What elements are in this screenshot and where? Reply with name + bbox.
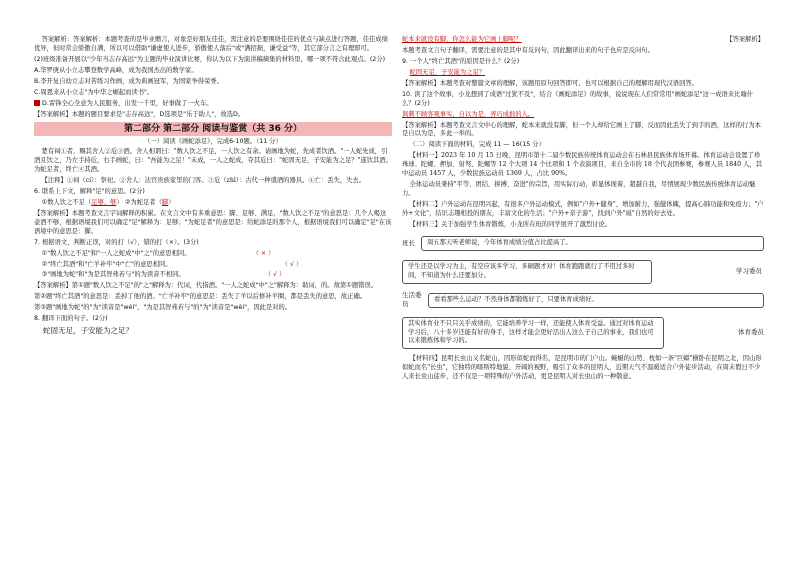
question-2: (2)班级准备开展以"少年当志存高远"为主题的毕业演讲比赛，你认为以下为演讲稿摘集的材料里，哪一项不符合此观点。(2分)	[34, 55, 386, 63]
answer-10: 【答案解析】本题考查文言文中心的理解，蛇本来就没有脚，但一个人却给它画上了脚，反而因此丢失了到手的酒，这样的行为本是自以为是，多此一举的。	[402, 121, 761, 138]
passage-notes: 【注释】①祠（cí）：祭祀。②舍人：达官贵族家里的门客。③卮（zhī）：古代一种盛酒的器具。④亡：丢失，失去。	[41, 177, 366, 185]
answer-8: 蛇本来就没有脚，你怎么能为它画上脚呢？ 【答案解析】	[402, 36, 764, 43]
speaker-life: 生活委员	[402, 290, 422, 309]
material-1b: 全体运动员秉持"平等、团结、拼搏、奋进"的宗旨，用实际行动，彰显体现着，超越自我，尽情展现少数民族传统体育运动魅力。	[402, 181, 756, 198]
material-3: 【材料三】关于加强学生体育锻炼，小龙所在班的同学展开了激烈讨论。	[409, 220, 612, 228]
speaker-monitor: 班长	[402, 238, 415, 247]
speaker-sports: 体育委员	[738, 328, 764, 337]
question-9-answer: 蛇固无足，子安能为之足？	[409, 68, 486, 76]
speaker-study: 学习委员	[736, 267, 762, 276]
question-10-answer: 讽刺不顾客观事实，自以为是，弄巧成拙的人。	[402, 110, 535, 118]
question-10: 10. 读了这个故事，小龙想到了成语"过犹不及"，结合《画蛇添足》的故事，说说现在人们常常用"画蛇添足"这一成语来比喻什么？(2分)	[402, 90, 754, 107]
left-column	[34, 36, 392, 339]
question-8: 8. 翻译下面的句子。(2分)	[34, 315, 108, 323]
answer-2: 【答案解析】本题的题目要求是"志存高远"，D选项是"乐于助人"，故选D。	[34, 110, 245, 118]
material-1: 【材料一】2023 年 10 月 15 日晚，昆明市第十二届少数民族传统体育运动会在石林县民族体育场开幕。体育运动会设置了珍珠球、陀螺、押加、射弩、陀螺等 12 个大项 14 个比项和 1 个表演项目，来自全市的 18 个代表团参赛，参赛人员 1840 人，其中运动员 1457 人，少数民族运动员 1369 人，占比 90%。	[402, 152, 763, 178]
option-b: B.李开复自幼立志对苦练习作画，成为典画冠军，为国家争得荣誉。	[34, 77, 223, 85]
material-4: 【材料四】昆明长虫山又名蛇山，因形似蛇而得名，是昆明市的门户山。蜿蜒的山势、枕如一条"巨蟒"横卧在昆明之北，因山形似蛇而名"长虫"，它独特的喀斯特地貌、开阔的视野，吸引了众多的昆明人，近期天气不温暖适合户外徒步活动，在周末假日不少人来长虫山徒步，还不仅是一项特殊的户外活动，更是昆明人对长虫山的一种敬意。	[402, 355, 762, 381]
red-marker-icon	[34, 100, 40, 106]
section-header: 第二部分 第二部分 阅读与鉴赏（共 36 分）	[34, 122, 392, 137]
question-7c: ③"画地为蛇"和"为是其智弗若与"的为读音不相同。 （ √ ）	[41, 271, 286, 279]
answer-7c: 第③题"画地为蛇"的"为"读音是"wéi"，"为是其智弗若与"的"为"读音是"wèi"，因此是对的。	[34, 304, 292, 312]
question-6-answers: ①数人饮之不足（足够，够） ②为蛇足者（脚）	[41, 198, 175, 206]
question-8-sentence: 蛇固无足，子安能为之足？	[43, 326, 133, 336]
question-7b: ②"终亡其酒"和"亡羊补牢"中"亡"的意思相同。 （ √ ）	[41, 260, 303, 268]
option-d: D.雷锋全心全意为人民服务，出发一千里，好事做了一火车。	[34, 100, 392, 109]
speech-box-monitor: 周五那天听老师说，今年体育成绩分值占比提高了。	[421, 236, 764, 251]
speech-box-life: 看看那些么运动？不然身体都锻炼好了，只要体育成绩好。	[428, 293, 764, 308]
answer-6: 【答案解析】本题考查文言字词解释的积累。在文言文中有多重意思：脚、足够、满足，"数人饮之不足"的意思是：几个人喝这壶酒不够，根据语境我们可以确定"足"解释为：足够；"为蛇足者"的意思是：给蛇添足的那个人，根据语境我们可以确定"足"在该语境中的意思是：脚。	[34, 209, 392, 235]
dialog-life	[402, 290, 764, 311]
dialog-monitor	[402, 233, 764, 254]
passage-text: 楚有祠①者，赐其舍人②卮③酒。舍人相谓曰："数人饮之不足，一人饮之有余。请画地为蛇，先成者饮酒。"一人蛇先成，引酒且饮之，乃左手持卮，右手画蛇，曰："吾能为之足！"未成，一人之蛇成，夺其卮曰："蛇固无足，子安能为之足？"遂饮其酒。为蛇足者，终亡④其酒。	[34, 148, 392, 174]
answer-7b: 第②题"终亡其酒"的意思是：丢掉了他的酒。"亡羊补牢"的意思是：丢失了羊以后修补羊圈，都是丢失的意思，故正确。	[34, 293, 367, 301]
speech-box-study: 学生还是以学习为主，有空应该多学习，多刷题才对！体育跑跑就行了不用过多时间，不知道为什么还要加分。	[402, 260, 652, 284]
dialog-study	[402, 257, 764, 287]
option-a: A.华罗庚从小立志攀登数学高峰，成为我国杰出的数学家。	[34, 66, 198, 74]
speech-box-sports: 其实体育业不只只关乎成绩的，它能培养学习一样，还能使人体育受益。通过对体育运动学习后，八十多岁还能有好的身手，这样才能会更好活出人这么子自己的事业，我们也可以来锻炼体和学习的。	[402, 317, 664, 350]
question-7a: ①"数人饮之不足"和"一人之蛇成"中"之"的意思相同。 （ × ）	[41, 249, 275, 257]
material-2: 【材料二】户外运动在昆明兴起，有很多户外运动模式，例如"户外+健身"，增加耐力，强健体魄，提高心肺功能和免疫力；"户外+文化"，结识志趣相投的朋友，丰富文化的生活；"户外+亲子游"，找到户外"诞"自然的好去处。	[402, 201, 764, 217]
reading-subtitle: （一）阅读《画蛇添足》，完成6-10题。（11 分）	[144, 138, 282, 146]
dialog-sports	[402, 314, 764, 353]
question-6: 6. 联系上下文，解释"足"的意思。(2分)	[34, 187, 145, 195]
answer-7a: 【答案解析】第①题"数人饮之不足"的"之"解释为：代词，代指酒。"一人之蛇成"中"之"解释为：助词，的。故第①题错误。	[34, 282, 378, 290]
question-9: 9. 一个人"终亡其酒"的原因是什么？(2分)	[402, 57, 520, 65]
option-c: C.周恩来从小立志"为中华之崛起而读书"。	[34, 88, 154, 96]
answer-9: 【答案解析】本题考查对整篇文章的理解，该题用原句回答即可，也可以根据自己的理解用现代汉语回答。	[402, 79, 698, 87]
right-column	[402, 36, 764, 384]
answer-analysis-1: 答案解析：答案解析：本题考查的是毕业赠言，对象是好朋友佳佳，需注意的是要围绕佳佳的优点与缺点进行答题，佳佳成绩优异，但时常会骄傲自满，所以可以借助"谦虚使人进步，骄傲使人落后"或"满招损，谦受益"等，其它部分言之有理即可。	[34, 36, 388, 52]
reading-subtitle-2: （二）阅读下面的材料，完成 11 — 16(15 分）	[409, 141, 545, 149]
question-7: 7. 根据语文，判断正误，对的打（√），错的打（×）。(3分)	[34, 238, 199, 246]
answer-8-analysis: 本题考查文言句子翻译，需要注意的是其中有反问句，因此翻译出来的句子也应是反问句。	[402, 46, 654, 54]
